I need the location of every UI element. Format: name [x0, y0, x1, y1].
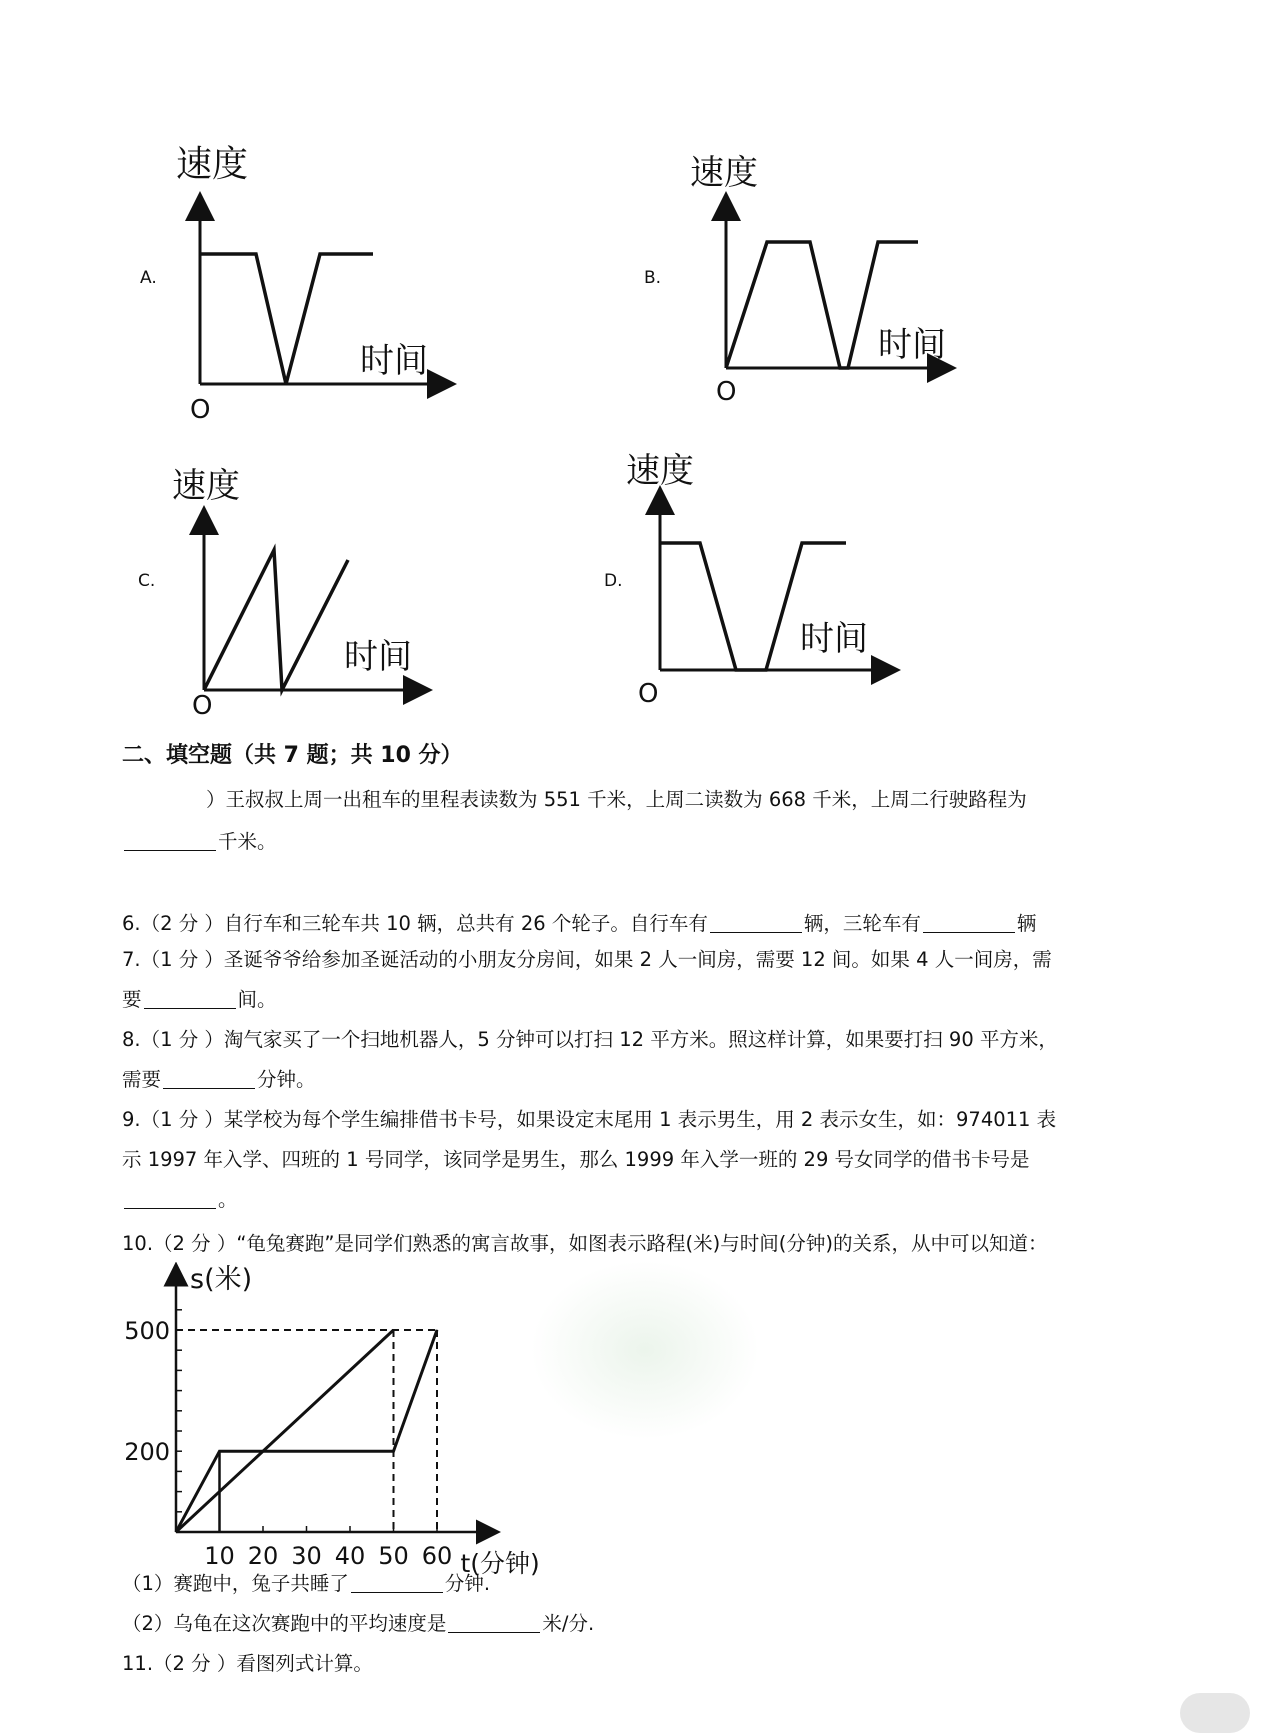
x-tick-label: 30	[291, 1542, 322, 1570]
graph-d	[604, 451, 886, 709]
y-axis-label-c: 速度	[172, 466, 240, 506]
x-axis-label-d: 时间	[800, 619, 868, 659]
question-9	[122, 1100, 1172, 1220]
question-7-after: 间。	[237, 988, 277, 1011]
question-10-sub1-after: 分钟.	[444, 1572, 491, 1595]
answer-blank-9[interactable]	[124, 1186, 216, 1209]
x-tick-label: 60	[421, 1542, 453, 1570]
question-5-text: ）王叔叔上周一出租车的里程表读数为 551 千米，上周二读数为 668 千米，上周二行驶路程为	[206, 788, 1027, 811]
question-5-after: 千米。	[218, 830, 277, 853]
answer-blank-8[interactable]	[163, 1066, 255, 1089]
question-8-line1: 8.（1 分 ）淘气家买了一个扫地机器人，5 分钟可以打扫 12 平方米。照这样计算，如果要打扫 90 平方米，	[122, 1028, 1058, 1051]
answer-blank-6a[interactable]	[710, 910, 802, 933]
y-axis-label-a: 速度	[176, 144, 249, 185]
x-axis-label-c: 时间	[344, 637, 412, 677]
section-title: 二、填空题（共 7 题；共 10 分）	[122, 743, 463, 768]
x-tick-label: 50	[378, 1542, 409, 1570]
x-axis-label-a: 时间	[360, 341, 428, 381]
race-series-1	[176, 1330, 437, 1532]
option-label-d: D.	[604, 571, 623, 591]
graph-b	[644, 153, 946, 407]
question-6-after: 辆	[1016, 912, 1037, 935]
y-tick-label: 500	[124, 1317, 170, 1345]
speed-line-a	[200, 254, 373, 384]
question-10-sub2-after: 米/分.	[542, 1612, 595, 1635]
graph-c	[138, 466, 418, 720]
question-10-text: 10.（2 分 ）“龟兔赛跑”是同学们熟悉的寓言故事，如图表示路程(米)与时间(分钟)的关系，从中可以知道：	[122, 1232, 1048, 1255]
question-9-line2: 示 1997 年入学、四班的 1 号同学，该同学是男生，那么 1999 年入学一班的 29 号女同学的借书卡号是	[122, 1148, 1030, 1171]
answer-blank-10a[interactable]	[351, 1570, 443, 1593]
question-9-after: 。	[218, 1188, 238, 1211]
origin-d: O	[638, 679, 659, 709]
speed-time-graphs	[0, 0, 1280, 720]
scroll-handle[interactable]	[1180, 1693, 1250, 1733]
option-label-c: C.	[138, 571, 156, 591]
question-5-line2	[122, 822, 1172, 862]
graph-a	[140, 144, 442, 425]
x-axis-label-b: 时间	[878, 325, 946, 365]
answer-blank-10b[interactable]	[448, 1610, 540, 1633]
option-label-a: A.	[140, 268, 157, 288]
question-7-line1: 7.（1 分 ）圣诞爷爷给参加圣诞活动的小朋友分房间，如果 2 人一间房，需要 12 间。如果 4 人一间房，需	[122, 948, 1052, 971]
x-tick-label: 10	[204, 1542, 235, 1570]
question-6-prefix: 6.（2 分 ）自行车和三轮车共 10 辆，总共有 26 个轮子。自行车有	[122, 912, 708, 935]
race-point	[393, 1451, 394, 1452]
option-label-b: B.	[644, 268, 662, 288]
x-axis-label: t(分钟)	[460, 1549, 540, 1578]
answer-blank-5[interactable]	[124, 828, 216, 851]
question-6-mid: 辆，三轮车有	[803, 912, 921, 935]
question-8	[122, 1020, 1172, 1100]
x-tick-label: 40	[334, 1542, 366, 1570]
question-10	[122, 1224, 1172, 1264]
speed-line-c	[204, 550, 348, 690]
y-axis-label-b: 速度	[690, 153, 758, 193]
race-point	[176, 1532, 177, 1533]
origin-a: O	[190, 395, 211, 425]
question-8-after: 分钟。	[257, 1068, 316, 1091]
race-series-2	[176, 1330, 394, 1532]
question-10-sub1	[122, 1564, 1172, 1604]
x-tick-label: 20	[247, 1542, 279, 1570]
race-point	[393, 1330, 394, 1331]
question-11-text: 11.（2 分 ）看图列式计算。	[122, 1652, 373, 1675]
question-10-sub1-prefix: （1）赛跑中，兔子共睡了	[122, 1572, 349, 1595]
race-point	[437, 1330, 438, 1331]
answer-blank-6b[interactable]	[923, 910, 1015, 933]
question-7	[122, 940, 1172, 1020]
answer-blank-7[interactable]	[144, 986, 236, 1009]
origin-b: O	[716, 377, 737, 407]
question-5	[206, 780, 1172, 820]
question-10-sub2	[122, 1604, 1172, 1644]
origin-c: O	[192, 691, 213, 720]
question-9-line1: 9.（1 分 ）某学校为每个学生编排借书卡号，如果设定末尾用 1 表示男生，用 2 表示女生，如：974011 表	[122, 1108, 1057, 1131]
y-axis-label-d: 速度	[626, 451, 694, 491]
watermark-logo	[530, 1260, 760, 1440]
question-7-prefix: 要	[122, 988, 142, 1011]
race-point	[219, 1451, 220, 1452]
y-tick-label: 200	[124, 1438, 170, 1467]
question-8-prefix: 需要	[122, 1068, 162, 1091]
race-chart	[100, 1262, 560, 1582]
y-axis-label: s(米)	[190, 1264, 253, 1295]
question-6	[122, 904, 1172, 944]
question-10-sub2-prefix: （2）乌龟在这次赛跑中的平均速度是	[122, 1612, 447, 1635]
question-11	[122, 1644, 1172, 1684]
